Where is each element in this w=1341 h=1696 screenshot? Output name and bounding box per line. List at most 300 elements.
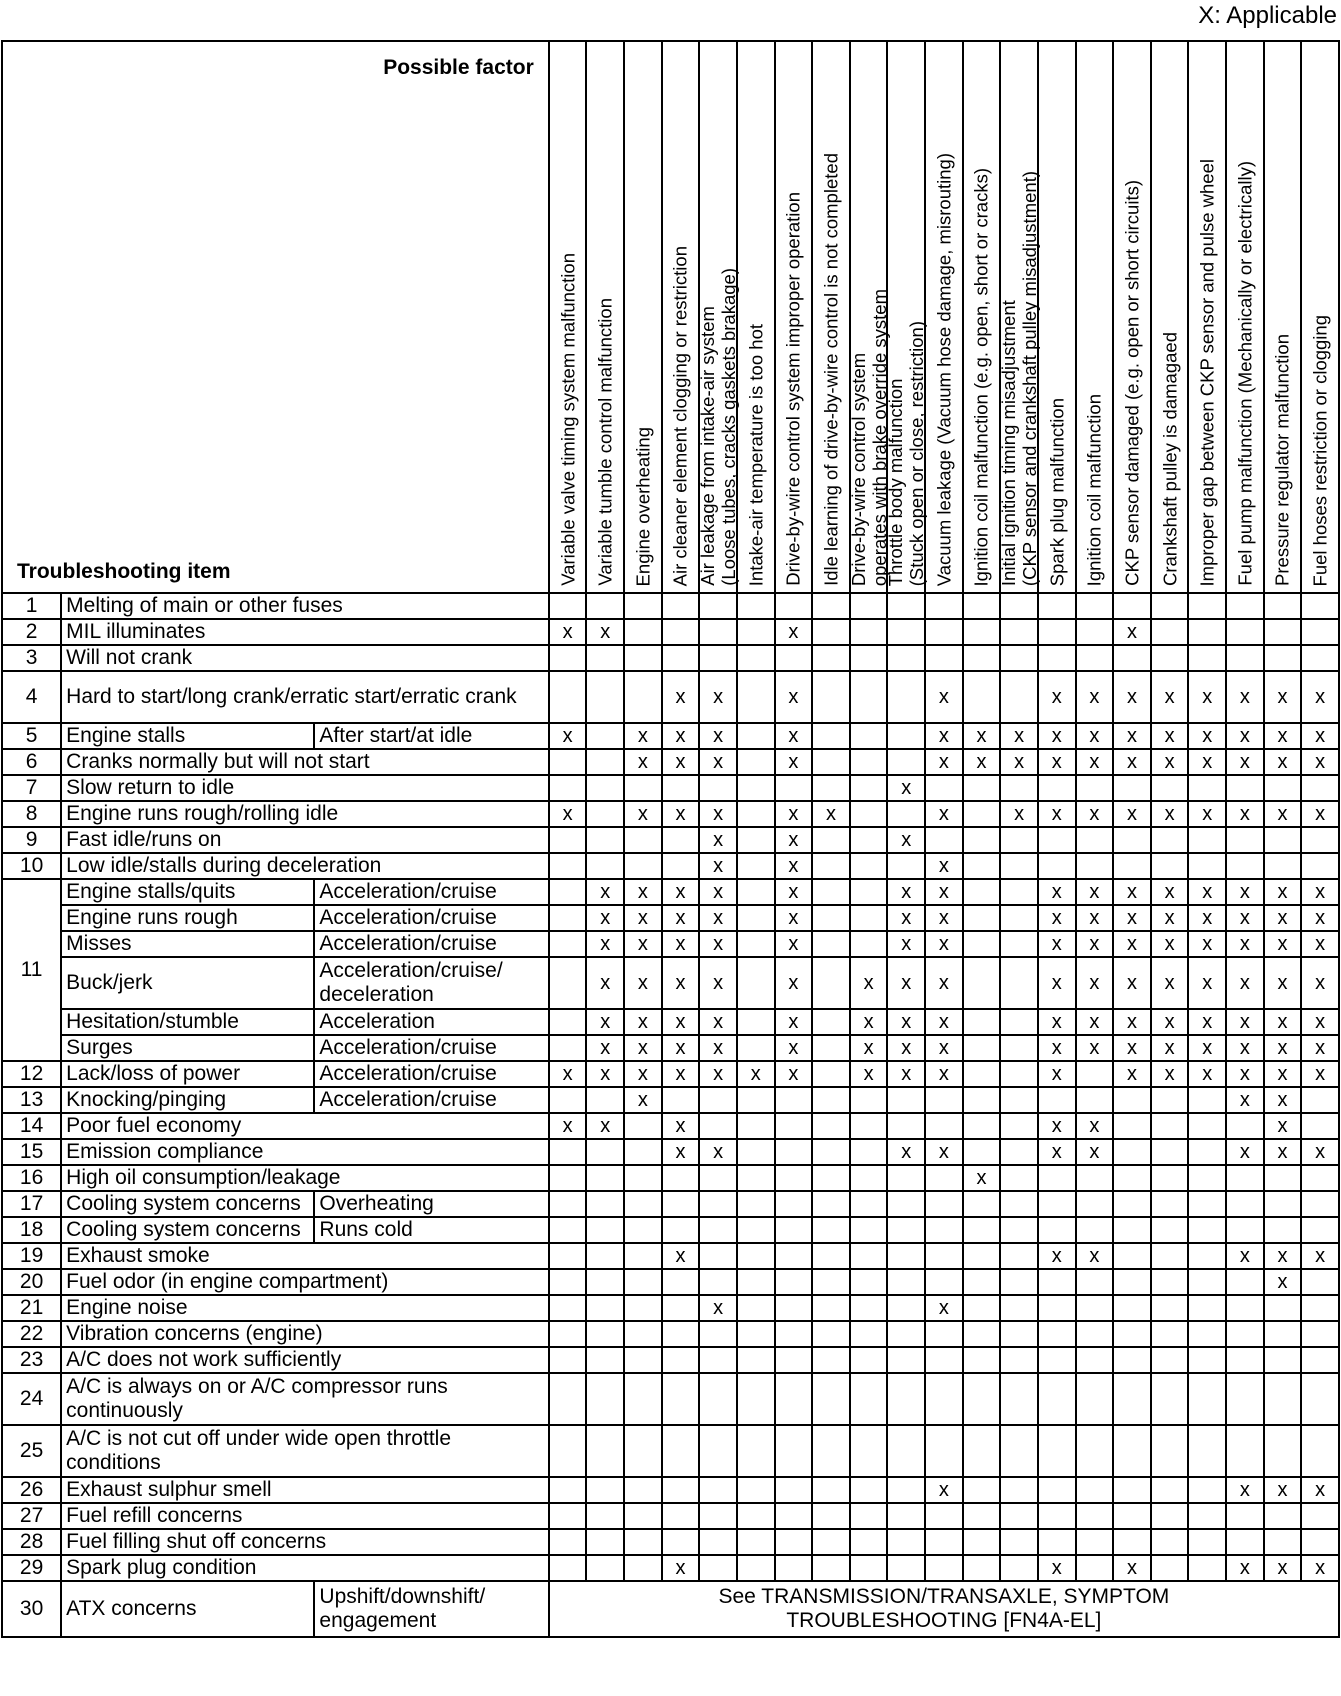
factor-cell — [1113, 1373, 1151, 1425]
factor-cell: x — [1113, 1061, 1151, 1087]
factor-label — [1234, 161, 1255, 586]
factor-cell — [963, 1009, 1001, 1035]
factor-cell — [1226, 853, 1264, 879]
factor-cell — [850, 1165, 888, 1191]
factor-cell — [662, 1373, 700, 1425]
factor-cell — [1038, 1269, 1076, 1295]
troubleshooting-item: Engine noise — [61, 1295, 549, 1321]
factor-cell: x — [775, 723, 813, 749]
factor-cell: x — [1264, 1061, 1302, 1087]
factor-column-header — [586, 41, 624, 593]
factor-cell — [1301, 1503, 1339, 1529]
factor-cell — [1076, 1503, 1114, 1529]
factor-cell — [850, 827, 888, 853]
factor-cell: x — [1000, 723, 1038, 749]
factor-cell — [586, 723, 624, 749]
factor-label-line: Pressure regulator malfunction — [1271, 334, 1293, 586]
factor-cell — [1188, 1139, 1226, 1165]
factor-label-line: Engine overheating — [632, 426, 654, 586]
factor-cell — [624, 1191, 662, 1217]
table-row — [2, 619, 1339, 645]
factor-cell — [586, 1191, 624, 1217]
factor-cell — [925, 1373, 963, 1425]
factor-cell: x — [586, 1035, 624, 1061]
factor-label — [783, 192, 804, 586]
factor-cell — [1264, 853, 1302, 879]
factor-cell — [1188, 1217, 1226, 1243]
table-row — [2, 645, 1339, 671]
factor-cell: x — [887, 931, 925, 957]
factor-cell: x — [699, 801, 737, 827]
condition: Acceleration — [314, 1009, 548, 1035]
factor-cell: x — [1226, 1139, 1264, 1165]
factor-column-header — [1264, 41, 1302, 593]
factor-cell: x — [586, 879, 624, 905]
factor-label-line: Variable valve timing system malfunction — [557, 253, 579, 586]
factor-cell — [850, 1529, 888, 1555]
table-row — [2, 957, 1339, 1009]
table-row — [2, 827, 1339, 853]
factor-cell — [1301, 619, 1339, 645]
factor-label-line: Fuel pump malfunction (Mechanically or electrically) — [1234, 161, 1256, 586]
factor-cell — [737, 931, 775, 957]
factor-cell — [963, 619, 1001, 645]
factor-cell — [812, 619, 850, 645]
factor-cell — [925, 1243, 963, 1269]
table-row — [2, 1295, 1339, 1321]
factor-cell — [812, 1061, 850, 1087]
factor-cell: x — [1038, 879, 1076, 905]
factor-cell — [1301, 1373, 1339, 1425]
factor-cell — [1076, 593, 1114, 619]
factor-cell — [737, 1373, 775, 1425]
factor-cell — [586, 1477, 624, 1503]
factor-cell — [775, 593, 813, 619]
factor-cell — [1264, 645, 1302, 671]
factor-cell — [699, 1269, 737, 1295]
factor-cell: x — [1226, 723, 1264, 749]
factor-cell — [775, 1191, 813, 1217]
factor-cell — [963, 1425, 1001, 1477]
factor-cell — [1188, 1477, 1226, 1503]
factor-cell — [662, 853, 700, 879]
row-number: 18 — [2, 1217, 61, 1243]
factor-cell — [662, 1217, 700, 1243]
factor-cell: x — [586, 931, 624, 957]
factor-cell — [699, 1087, 737, 1113]
factor-cell — [737, 905, 775, 931]
factor-cell: x — [925, 801, 963, 827]
factor-cell — [737, 671, 775, 723]
factor-label-line: Throttle body malfunction — [885, 378, 907, 586]
factor-cell — [699, 1165, 737, 1191]
factor-cell: x — [1264, 1035, 1302, 1061]
factor-cell — [850, 1295, 888, 1321]
factor-cell — [887, 593, 925, 619]
factor-cell — [1188, 827, 1226, 853]
factor-cell: x — [624, 957, 662, 1009]
factor-cell — [1000, 645, 1038, 671]
factor-cell — [1188, 1243, 1226, 1269]
factor-cell: x — [1301, 905, 1339, 931]
troubleshooting-item: Spark plug condition — [61, 1555, 549, 1581]
condition: Acceleration/cruise — [314, 1061, 548, 1087]
factor-cell — [963, 1035, 1001, 1061]
factor-cell — [586, 671, 624, 723]
factor-cell — [963, 1555, 1001, 1581]
factor-column-header — [1301, 41, 1339, 593]
factor-cell — [1301, 827, 1339, 853]
factor-cell: x — [925, 905, 963, 931]
factor-column-header — [847, 41, 890, 593]
factor-cell — [963, 905, 1001, 931]
factor-cell — [549, 827, 587, 853]
factor-cell — [963, 827, 1001, 853]
factor-label-line: Drive-by-wire control system — [847, 352, 869, 586]
factor-cell — [1151, 1503, 1189, 1529]
factor-cell — [699, 775, 737, 801]
factor-cell — [624, 827, 662, 853]
factor-cell: x — [586, 957, 624, 1009]
factor-cell: x — [699, 1295, 737, 1321]
factor-cell — [737, 1035, 775, 1061]
factor-column-header — [1038, 41, 1076, 593]
factor-cell — [737, 593, 775, 619]
table-row — [2, 671, 1339, 723]
factor-cell — [775, 1529, 813, 1555]
factor-cell — [737, 1425, 775, 1477]
factor-cell: x — [1226, 1555, 1264, 1581]
factor-cell — [1038, 1503, 1076, 1529]
factor-cell — [549, 853, 587, 879]
row-number: 26 — [2, 1477, 61, 1503]
factor-cell — [1076, 1087, 1114, 1113]
factor-cell: x — [1076, 931, 1114, 957]
factor-cell — [812, 905, 850, 931]
row-number: 5 — [2, 723, 61, 749]
factor-cell — [887, 1165, 925, 1191]
factor-cell: x — [1151, 1009, 1189, 1035]
factor-cell — [699, 1373, 737, 1425]
factor-cell — [1188, 1113, 1226, 1139]
factor-cell — [775, 1373, 813, 1425]
factor-cell — [1000, 619, 1038, 645]
factor-cell — [1000, 1139, 1038, 1165]
factor-cell: x — [1038, 1061, 1076, 1087]
factor-cell — [887, 801, 925, 827]
table-row — [2, 1321, 1339, 1347]
factor-cell: x — [1151, 931, 1189, 957]
factor-cell — [1226, 619, 1264, 645]
factor-cell — [1038, 1373, 1076, 1425]
factor-cell — [1113, 1347, 1151, 1373]
factor-cell — [963, 1113, 1001, 1139]
factor-cell — [737, 1295, 775, 1321]
troubleshooting-item: Engine runs rough — [61, 905, 314, 931]
troubleshooting-item: Fuel filling shut off concerns — [61, 1529, 549, 1555]
row-number: 28 — [2, 1529, 61, 1555]
factor-cell — [1038, 619, 1076, 645]
factor-cell — [812, 645, 850, 671]
factor-cell — [887, 1555, 925, 1581]
legend: X: Applicable — [1198, 2, 1337, 29]
factor-cell — [963, 1321, 1001, 1347]
factor-cell: x — [887, 1061, 925, 1087]
factor-cell: x — [887, 879, 925, 905]
factor-cell — [887, 1321, 925, 1347]
row-number: 11 — [2, 879, 61, 1061]
factor-cell: x — [1038, 671, 1076, 723]
factor-cell: x — [662, 1009, 700, 1035]
factor-cell — [887, 1269, 925, 1295]
factor-label — [595, 298, 616, 586]
factor-cell — [963, 593, 1001, 619]
factor-cell: x — [1226, 1035, 1264, 1061]
factor-cell — [699, 1503, 737, 1529]
table-row — [2, 1243, 1339, 1269]
factor-cell — [1076, 827, 1114, 853]
factor-cell: x — [1038, 931, 1076, 957]
factor-cell — [775, 1555, 813, 1581]
factor-label-line: (Loose tubes, cracks gaskets brakage) — [718, 268, 740, 586]
factor-cell — [586, 645, 624, 671]
factor-cell — [662, 645, 700, 671]
factor-cell — [1113, 827, 1151, 853]
factor-cell — [1226, 1113, 1264, 1139]
troubleshooting-item: Slow return to idle — [61, 775, 549, 801]
factor-cell — [662, 1269, 700, 1295]
factor-cell — [963, 879, 1001, 905]
factor-cell: x — [1226, 957, 1264, 1009]
factor-cell — [775, 775, 813, 801]
factor-cell — [775, 1217, 813, 1243]
condition: Acceleration/cruise — [314, 1087, 548, 1113]
factor-cell: x — [1076, 801, 1114, 827]
factor-cell — [1151, 1191, 1189, 1217]
factor-cell — [1000, 671, 1038, 723]
factor-cell — [925, 1269, 963, 1295]
table-row — [2, 1191, 1339, 1217]
factor-cell — [812, 1035, 850, 1061]
factor-cell — [1113, 645, 1151, 671]
factor-cell: x — [549, 1061, 587, 1087]
factor-cell: x — [925, 853, 963, 879]
factor-cell: x — [775, 1035, 813, 1061]
factor-cell — [1113, 593, 1151, 619]
factor-cell: x — [1151, 957, 1189, 1009]
factor-cell — [624, 619, 662, 645]
factor-cell — [963, 931, 1001, 957]
factor-cell — [1188, 645, 1226, 671]
row-number: 2 — [2, 619, 61, 645]
factor-cell — [699, 1217, 737, 1243]
factor-cell — [549, 1425, 587, 1477]
factor-cell — [850, 775, 888, 801]
factor-cell: x — [925, 671, 963, 723]
factor-cell — [925, 619, 963, 645]
factor-cell — [887, 619, 925, 645]
factor-cell — [1301, 1425, 1339, 1477]
factor-cell: x — [699, 905, 737, 931]
factor-cell — [963, 645, 1001, 671]
factor-cell — [549, 1165, 587, 1191]
factor-cell — [662, 1165, 700, 1191]
factor-cell: x — [699, 723, 737, 749]
factor-cell — [624, 1321, 662, 1347]
factor-cell: x — [662, 801, 700, 827]
row-number: 17 — [2, 1191, 61, 1217]
factor-cell — [1151, 1373, 1189, 1425]
factor-cell — [1151, 1555, 1189, 1581]
factor-cell: x — [1264, 671, 1302, 723]
factor-label — [885, 321, 927, 586]
factor-cell — [963, 671, 1001, 723]
table-row — [2, 1477, 1339, 1503]
factor-cell: x — [1264, 1113, 1302, 1139]
factor-cell — [586, 1269, 624, 1295]
factor-cell: x — [1151, 1061, 1189, 1087]
factor-cell — [812, 1139, 850, 1165]
factor-label — [745, 324, 766, 586]
factor-cell — [1038, 593, 1076, 619]
factor-cell: x — [1226, 749, 1264, 775]
factor-cell — [549, 1529, 587, 1555]
factor-cell — [737, 879, 775, 905]
factor-cell — [1113, 1087, 1151, 1113]
table-row — [2, 905, 1339, 931]
factor-cell: x — [586, 619, 624, 645]
factor-cell: x — [699, 749, 737, 775]
factor-label — [933, 153, 954, 586]
factor-cell — [812, 1217, 850, 1243]
factor-cell — [925, 827, 963, 853]
factor-column-header — [963, 41, 1001, 593]
factor-cell: x — [624, 905, 662, 931]
factor-cell — [1038, 1087, 1076, 1113]
troubleshooting-item: Fuel refill concerns — [61, 1503, 549, 1529]
factor-cell — [812, 1165, 850, 1191]
factor-label — [971, 168, 992, 587]
factor-cell: x — [1038, 1113, 1076, 1139]
factor-cell — [1151, 775, 1189, 801]
factor-cell — [1301, 775, 1339, 801]
factor-cell: x — [1264, 801, 1302, 827]
factor-cell — [850, 801, 888, 827]
factor-cell: x — [963, 723, 1001, 749]
factor-cell — [925, 1555, 963, 1581]
factor-cell: x — [775, 905, 813, 931]
factor-cell — [1301, 1217, 1339, 1243]
factor-cell: x — [1113, 1035, 1151, 1061]
factor-cell — [887, 1477, 925, 1503]
factor-cell — [1000, 1555, 1038, 1581]
factor-cell — [1000, 879, 1038, 905]
factor-cell — [850, 1243, 888, 1269]
factor-cell: x — [1301, 1477, 1339, 1503]
troubleshooting-item: Hard to start/long crank/erratic start/erratic crank — [61, 671, 549, 723]
factor-cell: x — [1226, 879, 1264, 905]
factor-cell: x — [662, 905, 700, 931]
factor-cell — [850, 1269, 888, 1295]
factor-cell: x — [699, 853, 737, 879]
factor-cell: x — [1076, 1139, 1114, 1165]
factor-label — [1310, 315, 1331, 586]
factor-cell — [1301, 1347, 1339, 1373]
factor-cell — [775, 1087, 813, 1113]
factor-cell — [549, 1139, 587, 1165]
factor-cell — [812, 1269, 850, 1295]
factor-cell — [549, 931, 587, 957]
factor-cell — [1038, 1165, 1076, 1191]
factor-cell — [1113, 1165, 1151, 1191]
factor-cell: x — [1264, 723, 1302, 749]
factor-column-header — [662, 41, 700, 593]
factor-cell — [1113, 1191, 1151, 1217]
factor-cell: x — [850, 1035, 888, 1061]
table-row — [2, 1529, 1339, 1555]
factor-cell: x — [1188, 931, 1226, 957]
factor-cell — [812, 1295, 850, 1321]
factor-label — [998, 171, 1040, 586]
troubleshooting-item: Engine stalls — [61, 723, 314, 749]
factor-cell: x — [1226, 1477, 1264, 1503]
factor-cell: x — [1038, 749, 1076, 775]
factor-cell — [775, 1347, 813, 1373]
factor-cell: x — [624, 1009, 662, 1035]
factor-label-line: Intake-air temperature is too hot — [745, 323, 767, 586]
troubleshooting-item-label: Troubleshooting item — [17, 560, 231, 583]
factor-cell: x — [1113, 749, 1151, 775]
row-number: 16 — [2, 1165, 61, 1191]
factor-cell — [1264, 775, 1302, 801]
factor-cell: x — [1038, 801, 1076, 827]
factor-cell — [1151, 1165, 1189, 1191]
factor-cell — [1151, 645, 1189, 671]
factor-cell — [737, 749, 775, 775]
factor-cell — [737, 1347, 775, 1373]
factor-cell — [586, 1243, 624, 1269]
factor-cell — [549, 1373, 587, 1425]
factor-cell — [1113, 1139, 1151, 1165]
factor-cell — [887, 853, 925, 879]
factor-cell — [1000, 931, 1038, 957]
factor-cell — [1226, 775, 1264, 801]
factor-cell — [1188, 775, 1226, 801]
factor-cell — [1038, 1347, 1076, 1373]
factor-cell: x — [1076, 723, 1114, 749]
factor-cell: x — [1113, 801, 1151, 827]
factor-cell: x — [1113, 671, 1151, 723]
factor-cell — [887, 1425, 925, 1477]
factor-cell — [1264, 1503, 1302, 1529]
factor-column-header — [737, 41, 775, 593]
factor-cell — [850, 1113, 888, 1139]
factor-label — [848, 289, 890, 586]
table-row — [2, 723, 1339, 749]
condition: After start/at idle — [314, 723, 548, 749]
factor-cell — [549, 593, 587, 619]
factor-cell — [737, 1113, 775, 1139]
factor-cell — [1188, 1529, 1226, 1555]
factor-cell — [887, 1217, 925, 1243]
factor-cell: x — [662, 1061, 700, 1087]
factor-cell: x — [925, 879, 963, 905]
factor-cell: x — [1226, 1061, 1264, 1087]
factor-cell: x — [586, 1061, 624, 1087]
troubleshooting-item: Cranks normally but will not start — [61, 749, 549, 775]
factor-cell — [1113, 1269, 1151, 1295]
factor-cell — [1000, 1269, 1038, 1295]
